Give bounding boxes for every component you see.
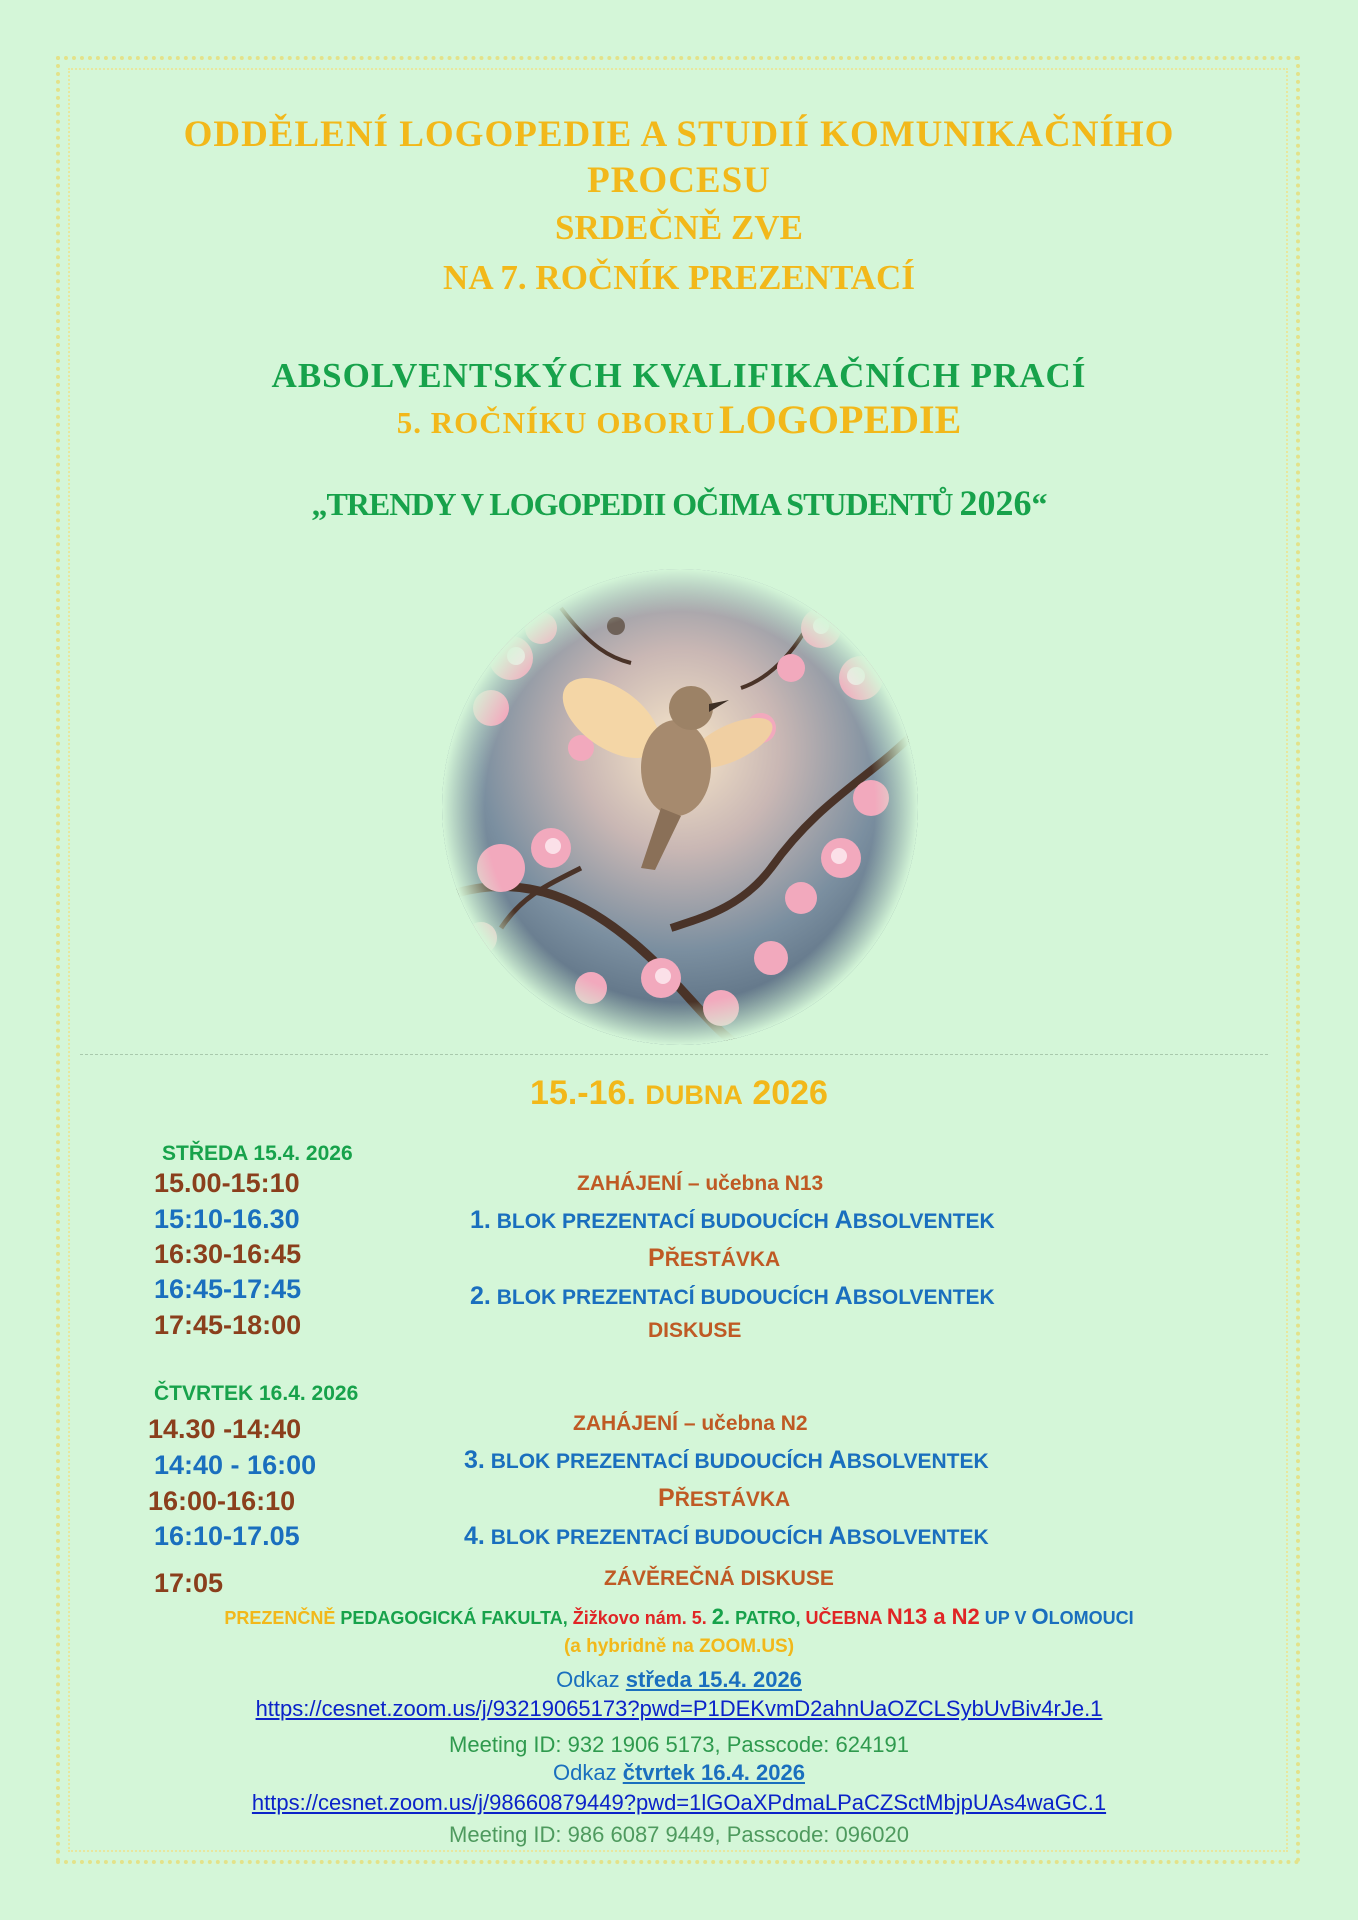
block1-text: BLOK PREZENTACÍ BUDOUCÍCH: [496, 1210, 835, 1233]
day2-time-5: 17:05: [154, 1568, 224, 1598]
zoom-link-2[interactable]: https://cesnet.zoom.us/j/98660879449?pwd=1lGOaXPdmaLPaCZSctMbjpUAs4waGC.1: [251, 1790, 1107, 1815]
header-line-1: ODDĚLENÍ LOGOPEDIE A STUDIÍ KOMUNIKAČNÍHO: [183, 114, 1175, 155]
theme-close: “: [1031, 486, 1047, 522]
venue-rooms: N13 a N2: [886, 1604, 980, 1629]
venue-line: [0, 1604, 1358, 1630]
break1-initial: P: [648, 1244, 665, 1272]
day2-final-discussion: ZÁVĚREČNÁ DISKUSE: [604, 1567, 834, 1590]
block3-number: 3.: [464, 1446, 485, 1474]
venue-room-label: UČEBNA: [805, 1608, 887, 1628]
day2-time-4: 16:10-17.05: [154, 1521, 300, 1551]
block4-end: BSOLVENTEK: [846, 1526, 989, 1549]
venue-floor-num: 2.: [711, 1604, 731, 1629]
day2-opening: ZAHÁJENÍ – učebna N2: [573, 1412, 808, 1435]
venue-faculty: PEDAGOGICKÁ FAKULTA: [340, 1608, 563, 1628]
day1-time-1: 15.00-15:10: [154, 1168, 300, 1198]
day1-block-1: [470, 1206, 995, 1235]
subtitle-line-1: ABSOLVENTSKÝCH KVALIFIKAČNÍCH PRACÍ: [271, 356, 1087, 395]
day1-block-2: [470, 1282, 995, 1311]
header-line-2: PROCESU: [587, 160, 771, 201]
venue-mode: PREZENČNĚ: [224, 1608, 336, 1628]
day1-opening: ZAHÁJENÍ – učebna N13: [577, 1172, 824, 1195]
day2-time-1: 14.30 -14:40: [148, 1414, 302, 1444]
block3-text: BLOK PREZENTACÍ BUDOUCÍCH: [490, 1450, 829, 1473]
meeting-info-2: Meeting ID: 986 6087 9449, Passcode: 096020: [449, 1822, 909, 1847]
block4-text: BLOK PREZENTACÍ BUDOUCÍCH: [490, 1526, 829, 1549]
header-title: [0, 112, 1358, 204]
date-month: DUBNA: [645, 1080, 743, 1110]
blossom-bird-image: [441, 568, 919, 1046]
venue-city-initial: O: [1031, 1604, 1049, 1629]
block4-number: 4.: [464, 1522, 485, 1550]
day1-break: [648, 1244, 780, 1273]
header-line-4: NA 7. ROČNÍK PREZENTACÍ: [443, 258, 915, 297]
block4-initial: A: [828, 1522, 847, 1550]
day1-time-2: 15:10-16.30: [154, 1204, 300, 1234]
link2-prefix: Odkaz: [553, 1760, 623, 1785]
block2-initial: A: [834, 1282, 853, 1310]
day1-time-5: 17:45-18:00: [154, 1310, 302, 1340]
theme-year: 2026: [959, 483, 1032, 523]
day1-label: STŘEDA 15.4. 2026: [162, 1142, 353, 1165]
block3-initial: A: [828, 1446, 847, 1474]
day1-time-4: 16:45-17:45: [154, 1274, 302, 1304]
day2-break: [658, 1484, 790, 1513]
break2-rest: ŘESTÁVKA: [674, 1488, 791, 1511]
date-year: 2026: [752, 1074, 828, 1112]
theme-text: „TRENDY V LOGOPEDII OČIMA STUDENTŮ: [311, 486, 953, 522]
block3-end: BSOLVENTEK: [846, 1450, 989, 1473]
hybrid-note: (a hybridně na ZOOM.US): [563, 1636, 795, 1657]
break2-initial: P: [658, 1484, 675, 1512]
day2-time-2: 14:40 - 16:00: [154, 1450, 317, 1480]
venue-sep: ,: [562, 1608, 573, 1628]
link2-day[interactable]: čtvrtek 16.4. 2026: [622, 1760, 805, 1785]
meeting-info-1: Meeting ID: 932 1906 5173, Passcode: 624191: [449, 1732, 909, 1757]
subtitle-big: LOGOPEDIE: [719, 397, 962, 442]
date-days: 15.-16.: [530, 1074, 636, 1112]
block1-end: BSOLVENTEK: [852, 1210, 995, 1233]
link1-label: [0, 1667, 1358, 1693]
day1-discussion: DISKUSE: [648, 1319, 742, 1342]
day1-time-3: 16:30-16:45: [154, 1239, 302, 1269]
separator-line: [80, 1054, 1268, 1055]
venue-univ: UP V: [979, 1608, 1032, 1628]
day2-time-3: 16:00-16:10: [148, 1486, 296, 1516]
day2-label: ČTVRTEK 16.4. 2026: [154, 1382, 359, 1405]
venue-floor: PATRO,: [730, 1608, 806, 1628]
zoom-link-1[interactable]: https://cesnet.zoom.us/j/93219065173?pwd=P1DEKvmD2ahnUaOZCLSybUvBiv4rJe.1: [255, 1696, 1103, 1721]
event-date: [0, 1074, 1358, 1113]
block2-text: BLOK PREZENTACÍ BUDOUCÍCH: [496, 1286, 835, 1309]
link1-prefix: Odkaz: [556, 1667, 626, 1692]
block2-end: BSOLVENTEK: [852, 1286, 995, 1309]
block2-number: 2.: [470, 1282, 491, 1310]
break1-rest: ŘESTÁVKA: [664, 1248, 781, 1271]
link1-day[interactable]: středa 15.4. 2026: [625, 1667, 802, 1692]
subtitle-small: 5. ROČNÍKU OBORU: [396, 405, 715, 440]
link2-label: [0, 1760, 1358, 1786]
block1-initial: A: [834, 1206, 853, 1234]
event-theme: [0, 480, 1358, 527]
day2-block-4: [464, 1522, 989, 1551]
venue-address: Žižkovo nám. 5.: [572, 1608, 712, 1628]
venue-city: LOMOUCI: [1048, 1608, 1134, 1628]
block1-number: 1.: [470, 1206, 491, 1234]
header-line-3: SRDEČNĚ ZVE: [555, 208, 803, 247]
subtitle-line-2: [0, 398, 1358, 451]
day2-block-3: [464, 1446, 989, 1475]
